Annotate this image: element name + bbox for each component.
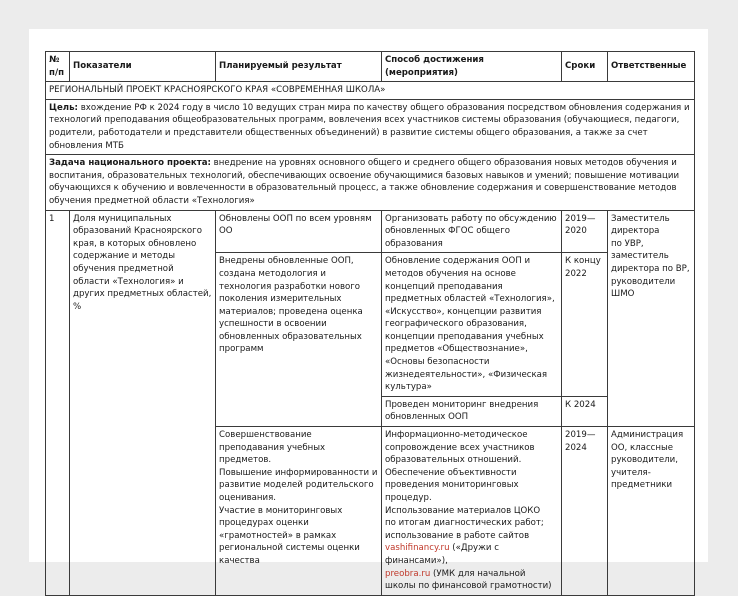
term-cell-3: К 2024	[562, 396, 608, 426]
header-responsible: Ответственные	[608, 52, 695, 82]
method-4-text-c: (УМК для начальной школы по финансовой грамотности)	[385, 568, 552, 592]
goal-text: вхождение РФ к 2024 году в число 10 ведущих стран мира по качеству общего образования посредством обновления содержания и технологий преподавания общеобразовательных программ, вовлечения всех участников системы образования (обучающиеся, педагоги, родители, работодатели и представители общественных объединений) в развитие системы общего образования, а также за счет обновления МТБ	[49, 102, 690, 151]
method-4-text-b: («Дружи с финансами»),	[385, 543, 499, 566]
term-cell-4: 2019— 2024	[562, 427, 608, 596]
term-cell-2: К концу 2022	[562, 253, 608, 397]
indicator-cell: Доля муниципальных образований Красноярского края, в которых обновлено содержание и методы обучения предметной области «Технология» и других предметных областей, %	[70, 210, 216, 595]
method-cell-2: Обновление содержания ООП и методов обучения на основе концепций преподавания предметных областей «Технология», «Искусство», концепции развития географического образования, концепции преподавания учебных предметов «Обществознание», «Основы безопасности жизнедеятельности», «Физическая культура»	[382, 253, 562, 397]
task-row	[46, 155, 695, 210]
project-title: РЕГИОНАЛЬНЫЙ ПРОЕКТ КРАСНОЯРСКОГО КРАЯ «СОВРЕМЕННАЯ ШКОЛА»	[46, 82, 695, 100]
goal-row	[46, 99, 695, 154]
method-4-text-a: Информационно-методическое сопровождение всех участников образовательных отношений. Обеспечение объективности проведения мониторинговых процедур. Использование материалов ЦОКО по итогам диагностических работ; использование в работе сайтов	[385, 430, 544, 541]
header-method: Способ достижения (мероприятия)	[382, 52, 562, 82]
responsible-cell-1: Заместитель директора по УВР, заместитель директора по ВР, руководители ШМО	[608, 210, 695, 427]
result-cell-1: Обновлены ООП по всем уровням ОО	[216, 210, 382, 253]
table-row	[46, 210, 695, 253]
result-cell-2: Внедрены обновленные ООП, создана методология и технология разработки нового поколения измерительных материалов; проведена оценка успешности в освоении обновленных образовательных программ	[216, 253, 382, 427]
responsible-cell-2: Администрация ОО, классные руководители, учителя-предметники	[608, 427, 695, 596]
project-title-row	[46, 82, 695, 100]
plan-table	[45, 51, 695, 596]
header-num: № п/п	[46, 52, 70, 82]
task-label: Задача национального проекта:	[49, 158, 211, 169]
link-vashifinancy[interactable]: vashifinancy.ru	[385, 543, 450, 554]
method-cell-3: Проведен мониторинг внедрения обновленных ООП	[382, 396, 562, 426]
row-number: 1	[46, 210, 70, 595]
goal-label: Цель:	[49, 102, 78, 113]
method-cell-1: Организовать работу по обсуждению обновленных ФГОС общего образования	[382, 210, 562, 253]
header-terms: Сроки	[562, 52, 608, 82]
document-page	[29, 29, 708, 592]
header-indicators: Показатели	[70, 52, 216, 82]
task-cell	[46, 155, 695, 210]
result-cell-3: Совершенствование преподавания учебных предметов. Повышение информированности и развитие моделей родительского оценивания. Участие в мониторинговых процедурах оценки «грамотностей» в рамках региональной системы оценки качества	[216, 427, 382, 596]
goal-cell	[46, 99, 695, 154]
method-cell-4	[382, 427, 562, 596]
header-planned: Планируемый результат	[216, 52, 382, 82]
link-preobra[interactable]: preobra.ru	[385, 568, 431, 579]
header-row	[46, 52, 695, 82]
term-cell-1: 2019— 2020	[562, 210, 608, 253]
task-text: внедрение на уровнях основного общего и среднего общего образования новых методов обучения и воспитания, образовательных технологий, обеспечивающих освоение обучающимися базовых навыков и умений; повышение мотивации обучающихся к обучению и вовлеченности в образовательный процесс, а также обновление содержания и совершенствование методов обучения предметной области «Технология»	[49, 158, 680, 206]
